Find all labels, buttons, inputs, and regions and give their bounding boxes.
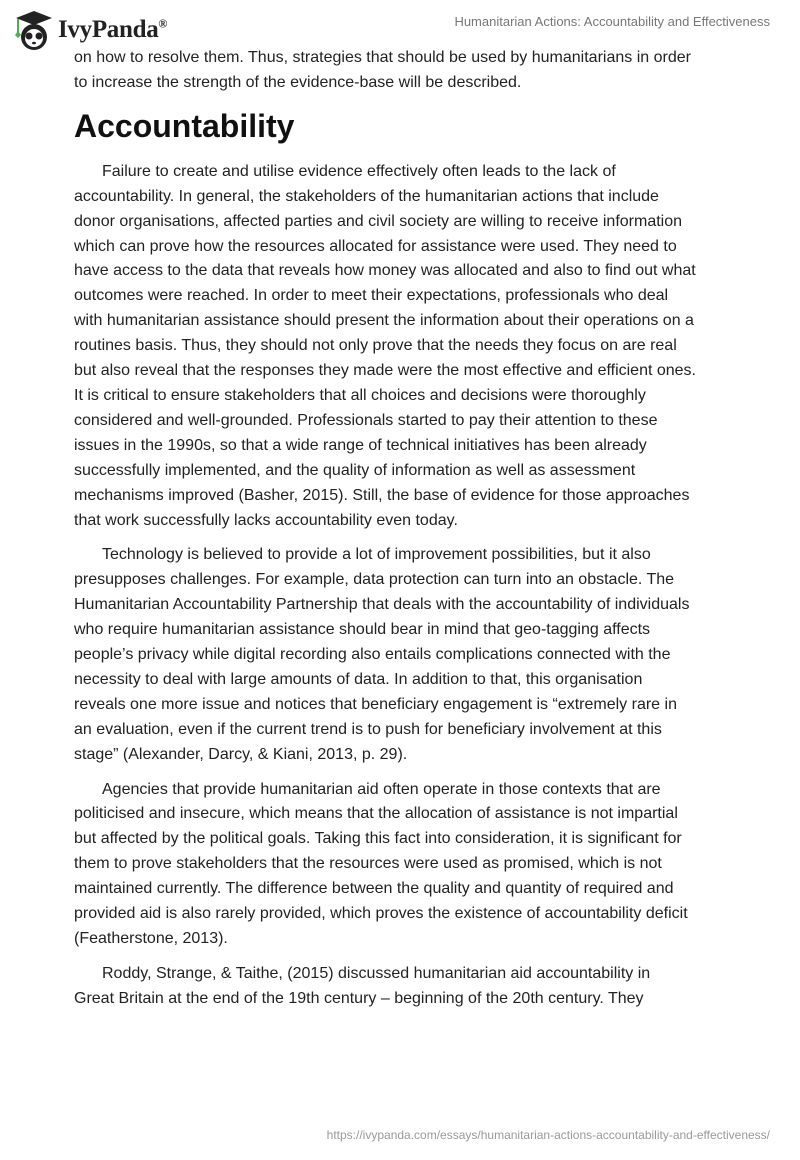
text-line: but affected by the political goals. Taking this fact into consideration, it is significant for	[74, 830, 682, 848]
text-line: who require humanitarian assistance should bear in mind that geo-tagging affects	[74, 621, 651, 639]
text-line: maintained currently. The difference between the quality and quantity of required and	[74, 880, 674, 898]
section-body	[74, 160, 734, 1012]
text-line: Humanitarian Accountability Partnership that deals with the accountability of individuals	[74, 596, 690, 614]
text-line: mechanisms improved (Basher, 2015). Still, the base of evidence for those approaches	[74, 486, 690, 504]
text-line: Roddy, Strange, & Taithe, (2015) discussed humanitarian aid accountability in	[102, 964, 651, 982]
text-line: which can prove how the resources allocated for assistance were used. They need to	[74, 237, 677, 255]
brand-text: IvyPanda	[58, 16, 159, 43]
text-line: provided aid is also rarely provided, which proves the existence of accountability deficit	[74, 905, 688, 923]
text-line: on how to resolve them. Thus, strategies that should be used by humanitarians in order	[74, 49, 691, 66]
text-line: Great Britain at the end of the 19th century – beginning of the 20th century. They	[74, 989, 644, 1007]
text-line: accountability. In general, the stakeholders of the humanitarian actions that include	[74, 187, 659, 205]
text-line: but also reveal that the responses they made were the most effective and efficient ones.	[74, 362, 696, 380]
brand-name	[58, 16, 167, 44]
text-line: people’s privacy while digital recording also entails complications connected with the	[74, 646, 671, 664]
document-title: Humanitarian Actions: Accountability and Effectiveness	[454, 14, 770, 29]
text-line: successfully implemented, and the quality of information as well as assessment	[74, 461, 636, 479]
body-paragraph	[74, 962, 734, 1012]
body-paragraph	[74, 543, 734, 767]
text-line: that work successfully lacks accountability even today.	[74, 511, 458, 529]
page-header	[0, 0, 800, 50]
text-line: Agencies that provide humanitarian aid often operate in those contexts that are	[102, 780, 661, 798]
text-line: stage” (Alexander, Darcy, & Kiani, 2013, p. 29).	[74, 745, 408, 763]
text-line: donor organisations, affected parties and civil society are willing to receive information	[74, 212, 683, 230]
text-line: necessity to deal with large amounts of data. In addition to that, this organisation	[74, 670, 643, 688]
text-line: It is critical to ensure stakeholders that all choices and decisions were thoroughly	[74, 386, 646, 404]
registered-mark: ®	[158, 16, 168, 31]
text-line: with humanitarian assistance should present the information about their operations on a	[74, 312, 694, 330]
intro-paragraph	[74, 46, 734, 96]
text-line: to increase the strength of the evidence-base will be described.	[74, 73, 522, 91]
text-line: (Featherstone, 2013).	[74, 930, 228, 947]
text-line: issues in the 1990s, so that a wide range of technical initiatives has been already	[74, 436, 647, 454]
text-line: an evaluation, even if the current trend is to push for beneficiary involvement at this	[74, 720, 662, 738]
panda-graduate-icon	[12, 8, 52, 52]
text-line: Failure to create and utilise evidence effectively often leads to the lack of	[102, 162, 616, 180]
body-paragraph	[74, 160, 734, 534]
text-line: presupposes challenges. For example, data protection can turn into an obstacle. The	[74, 571, 675, 589]
text-line: considered and well-grounded. Professionals started to pay their attention to these	[74, 411, 658, 429]
text-line: have access to the data that reveals how money was allocated and also to find out what	[74, 262, 696, 280]
text-line: reveals one more issue and notices that beneficiary engagement is “extremely rare in	[74, 695, 677, 713]
text-line: them to prove stakeholders that the resources were used as promised, which is not	[74, 855, 662, 873]
text-line: routines basis. Thus, they should not only prove that the needs they focus on are real	[74, 337, 677, 355]
source-url[interactable]: https://ivypanda.com/essays/humanitarian-actions-accountability-and-effectiveness/	[326, 1128, 770, 1142]
essay-content	[74, 46, 734, 1022]
text-line: politicised and insecure, which means that the allocation of assistance is not impartial	[74, 805, 678, 823]
text-line: Technology is believed to provide a lot of improvement possibilities, but it also	[102, 546, 651, 564]
section-heading: Accountability	[74, 107, 295, 144]
body-paragraph	[74, 778, 734, 952]
text-line: outcomes were reached. In order to meet their expectations, professionals who deal	[74, 287, 669, 305]
